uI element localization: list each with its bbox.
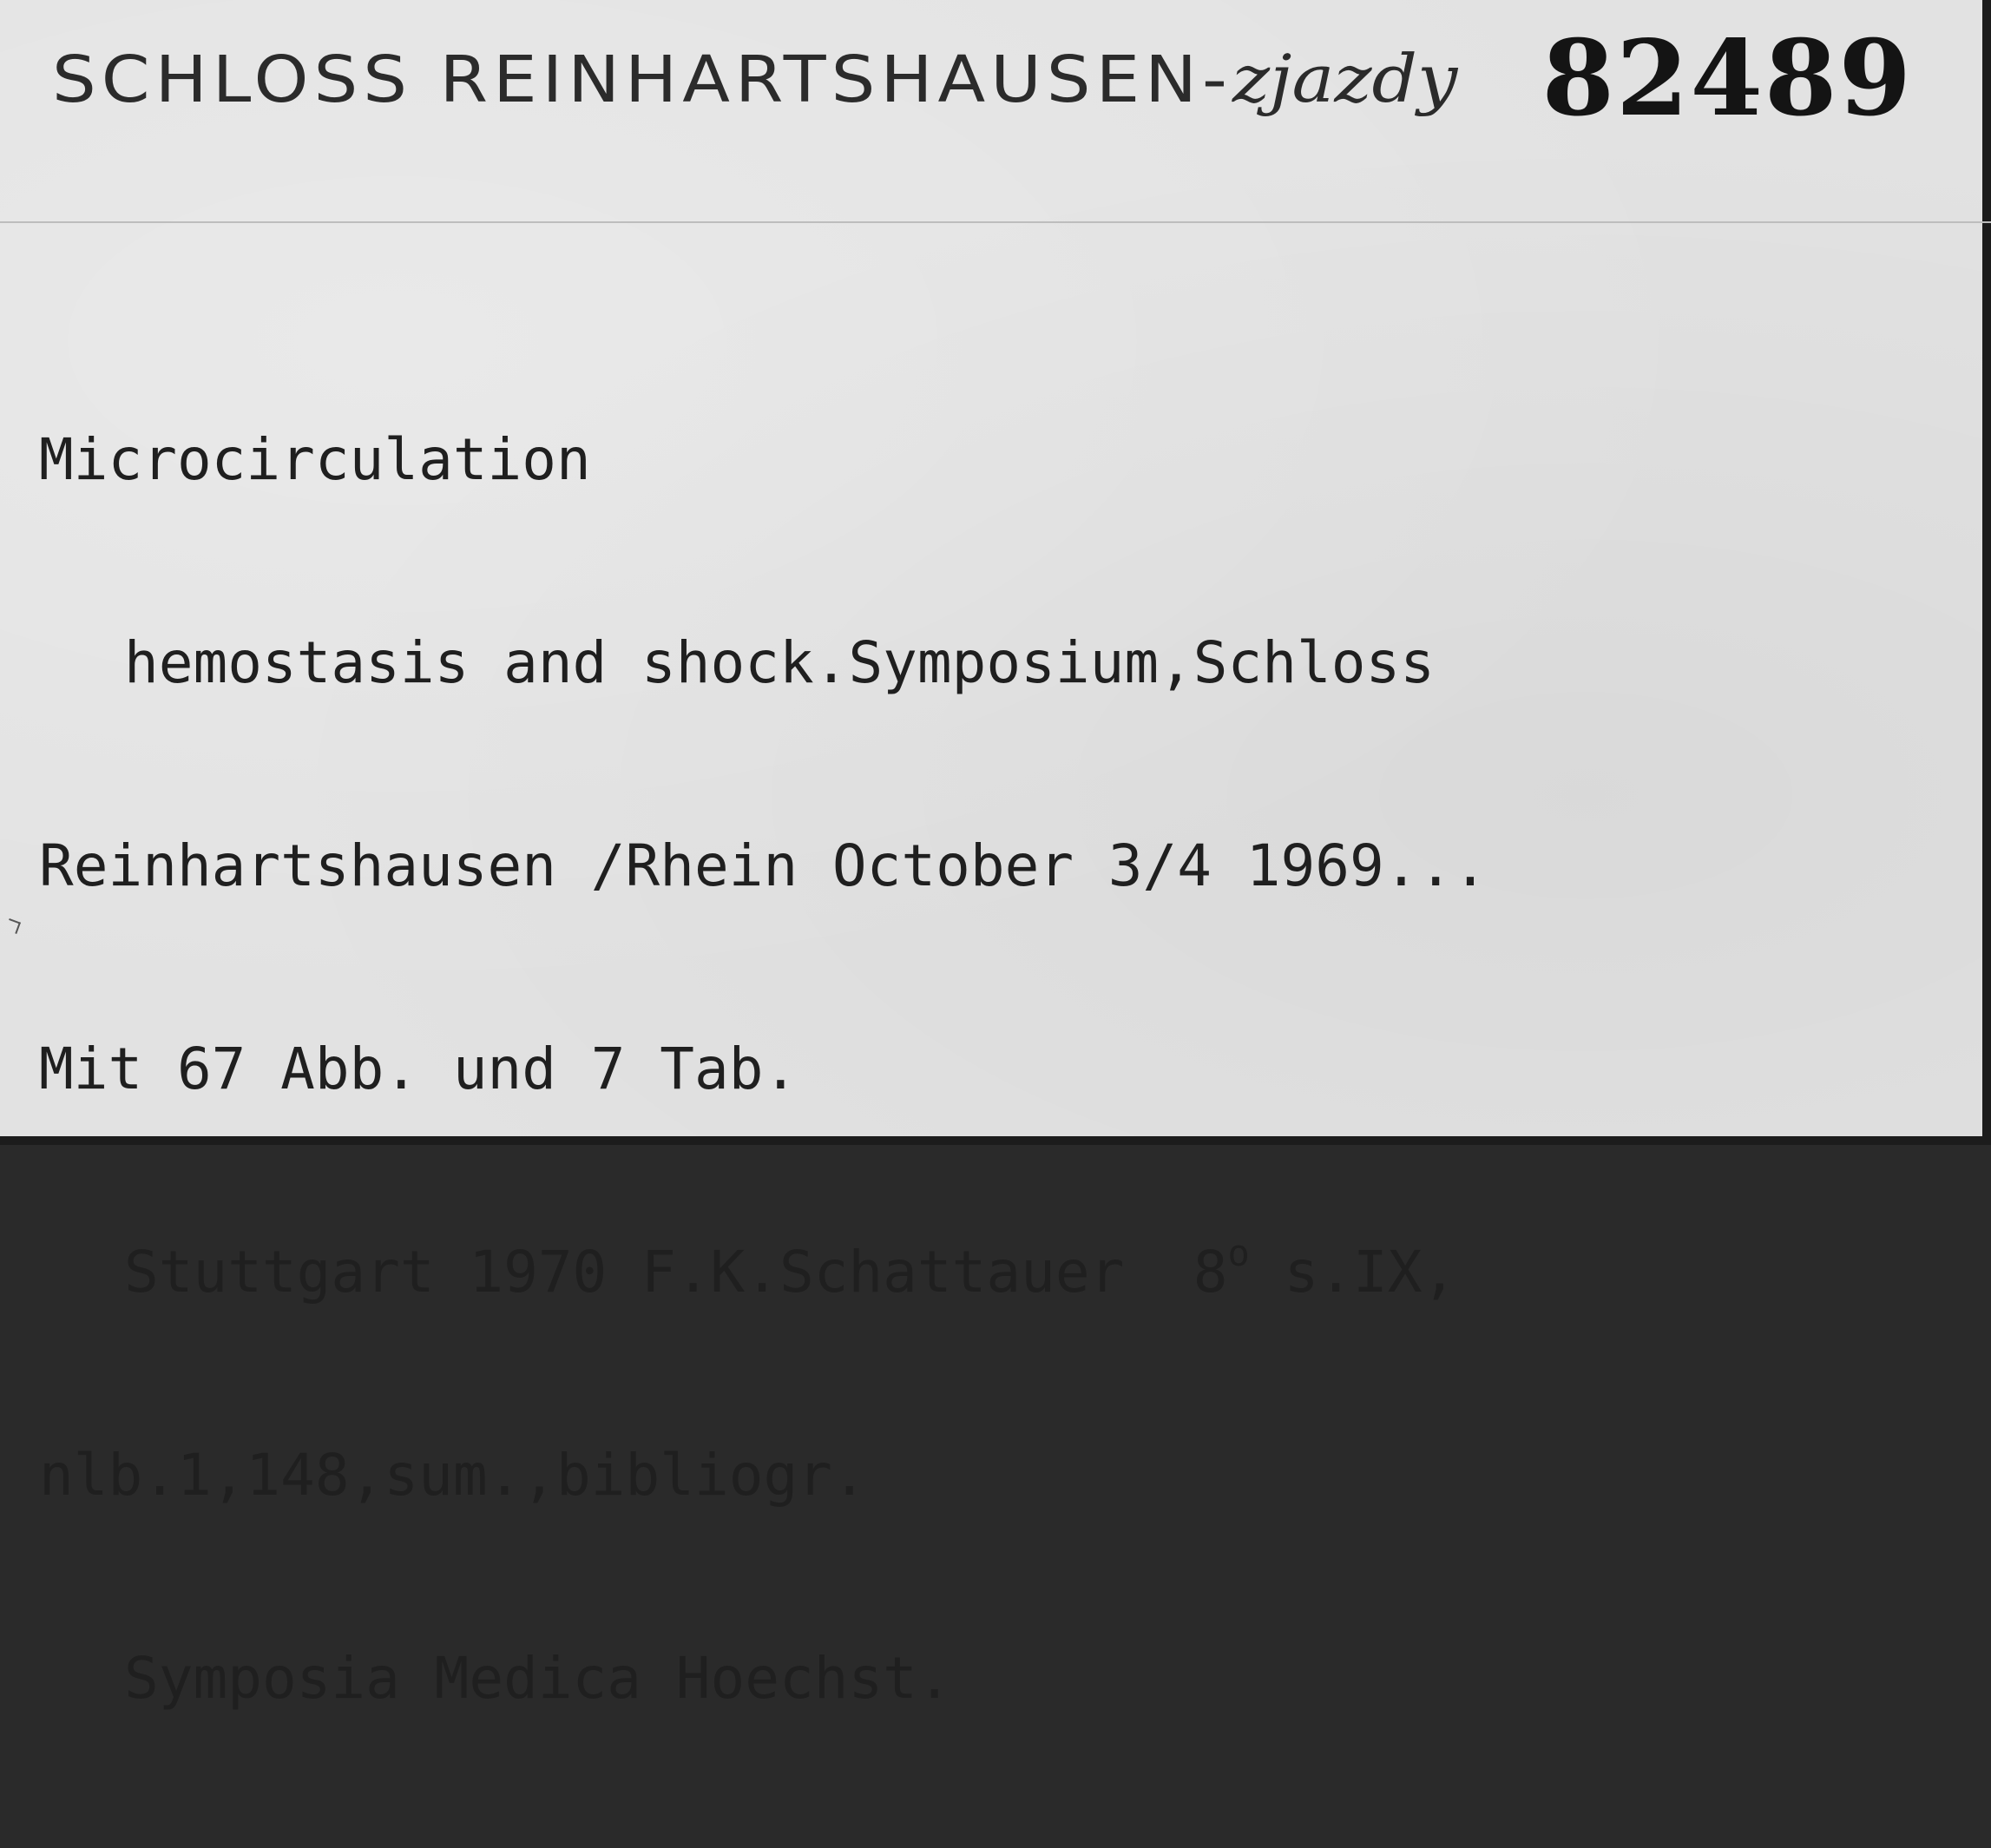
bibliographic-entry [39,291,1488,1848]
heading-handwritten: zjazdy [1232,42,1458,118]
call-number: 82489 [1541,17,1913,140]
entry-illustrations: Mit 67 Abb. und 7 Tab. [39,1036,798,1102]
header-divider [0,221,1991,223]
entry-series: Symposia Medica Hoechst. [124,1645,952,1712]
imprint-pages: s.IX, [1249,1239,1457,1305]
entry-place-date: Reinhartshausen /Rhein October 3/4 1969... [39,832,1488,899]
entry-imprint [39,1232,1488,1306]
format-degree: o [1227,1232,1250,1274]
heading-place: SCHLOSS REINHARTSHAUSEN- [52,42,1232,117]
entry-subtitle: hemostasis and shock.Symposium,Schloss [124,629,1435,696]
pencil-mark [5,918,21,934]
card-heading [52,42,1457,117]
entry-collation: nlb.1,148,sum.,bibliogr. [39,1442,867,1509]
entry-title: Microcirculation [39,426,591,493]
imprint-publisher: Stuttgart 1970 F.K.Schattauer 8 [124,1239,1228,1305]
